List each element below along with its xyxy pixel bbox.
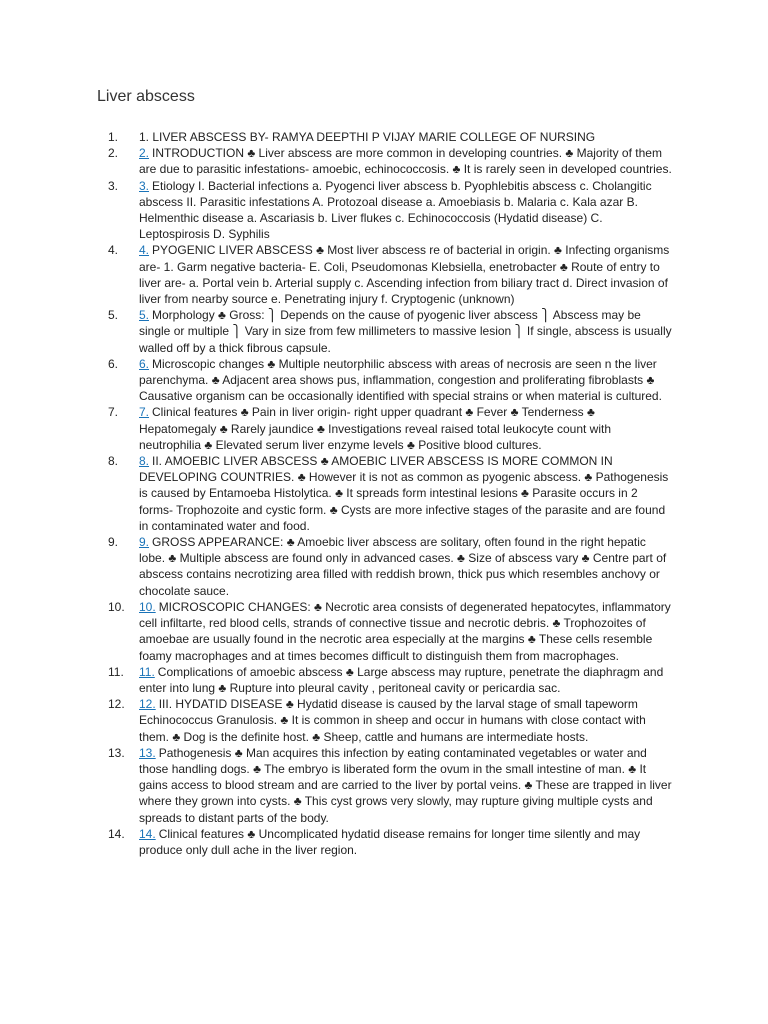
list-item-number	[97, 242, 139, 307]
list-item-content	[139, 145, 674, 177]
list-item-text: III. HYDATID DISEASE ♣ Hydatid disease is caused by the larval stage of small tapeworm Echinococcus Granulosis. ♣ It is common in sheep and occur in humans with close contact with them. ♣ Dog is the definite host. ♣ Sheep, cattle and humans are intermediate hosts.	[139, 697, 646, 744]
slide-link[interactable]: 8.	[139, 454, 150, 469]
list-item-text: II. AMOEBIC LIVER ABSCESS ♣ AMOEBIC LIVER ABSCESS IS MORE COMMON IN DEVELOPING COUNTRIES. ♣ However it is not as common as pyogenic abscess. ♣ Pathogenesis is caused by Entamoeba Histolytica. ♣ It spreads form intestinal lesions ♣ Parasite occurs in 2 forms- Trophozoite and cystic form. ♣ Cysts are more infective stages of the parasite and are found in contaminated water and food.	[139, 454, 669, 533]
slide-link[interactable]: 11.	[139, 664, 155, 679]
list-item	[97, 534, 674, 599]
list-item-content	[139, 178, 674, 243]
list-item-number-text: 4.	[108, 243, 119, 258]
list-item	[97, 178, 674, 243]
list-item-content	[139, 534, 674, 599]
list-item-text: INTRODUCTION ♣ Liver abscess are more common in developing countries. ♣ Majority of them are due to parasitic infestations- amoebic, echinococcosis. ♣ It is rarely seen in developed countries.	[139, 146, 672, 177]
list-item-number-text: 7.	[108, 405, 119, 420]
list-item-text: Clinical features ♣ Uncomplicated hydatid disease remains for longer time silently and may produce only dull ache in the liver region.	[139, 826, 641, 857]
list-item-content	[139, 404, 674, 453]
list-item-text: 1. LIVER ABSCESS BY- RAMYA DEEPTHI P VIJAY MARIE COLLEGE OF NURSING	[139, 130, 596, 144]
list-item	[97, 664, 674, 696]
list-item-number-text: 1.	[108, 130, 119, 144]
list-item-text: Complications of amoebic abscess ♣ Large abscess may rupture, penetrate the diaphragm and enter into lung ♣ Rupture into pleural cavity , peritoneal cavity or pericardia sac.	[139, 664, 664, 695]
list-item-number	[97, 453, 139, 534]
list-item-number	[97, 307, 139, 356]
list-item-number	[97, 745, 139, 826]
list-item-text: PYOGENIC LIVER ABSCESS ♣ Most liver abscess re of bacterial in origin. ♣ Infecting organisms are- 1. Garm negative bacteria- E. Coli, Pseudomonas Klebsiella, enetrobacter ♣ Route of entry to liver are- a. Portal vein b. Arterial supply c. Ascending infection from biliary tract d. Direct invasion of liver from nearby source e. Penetrating injury f. Cryptogenic (unknown)	[139, 243, 670, 307]
list-item-number-text: 13.	[108, 745, 125, 760]
list-item	[97, 826, 674, 858]
list-item-text: Pathogenesis ♣ Man acquires this infection by eating contaminated vegetables or water and those handling dogs. ♣ The embryo is liberated form the ovum in the small intestine of man. ♣ It gains access to blood stream and are carried to the liver by portal veins. ♣ These are trapped in liver where they grown into cysts. ♣ This cyst grows very slowly, may rupture giving multiple cysts and spreads to distant parts of the body.	[139, 745, 672, 825]
list-item-text: GROSS APPEARANCE: ♣ Amoebic liver abscess are solitary, often found in the right hepatic lobe. ♣ Multiple abscess are found only in advanced cases. ♣ Size of abscess vary ♣ Centre part of abscess contains necrotizing area filled with reddish brown, thick pus which resembles anchovy or chocolate sauce.	[139, 535, 667, 598]
list-item-number	[97, 145, 139, 177]
list-item-number	[97, 356, 139, 405]
slide-link[interactable]: 6.	[139, 356, 150, 371]
list-item-content	[139, 307, 674, 356]
list-item-content	[139, 356, 674, 405]
list-item	[97, 404, 674, 453]
list-item-content	[139, 696, 674, 745]
list-item-text: MICROSCOPIC CHANGES: ♣ Necrotic area consists of degenerated hepatocytes, inflammatory cell infiltarte, red blood cells, strands of connective tissue and necrotic debris. ♣ Trophozoites of amoebae are usually found in the necrotic area especially at the margins ♣ These cells resemble foamy macrophages and at times becomes difficult to distinguish them from macrophages.	[139, 599, 671, 663]
slide-link[interactable]: 14.	[139, 826, 156, 841]
list-item	[97, 356, 674, 405]
slide-list	[97, 129, 674, 858]
list-item	[97, 696, 674, 745]
list-item-number-text: 8.	[108, 454, 119, 469]
list-item-number	[97, 534, 139, 599]
list-item-content	[139, 453, 674, 534]
list-item-number-text: 6.	[108, 356, 119, 371]
list-item-number-text: 11.	[108, 664, 124, 679]
list-item	[97, 307, 674, 356]
list-item-number	[97, 178, 139, 243]
page-title: Liver abscess	[97, 88, 195, 105]
list-item-number	[97, 826, 139, 858]
list-item-number-text: 2.	[108, 146, 119, 161]
slide-link[interactable]: 10.	[139, 599, 156, 614]
list-item-text: Microscopic changes ♣ Multiple neutorphilic abscess with areas of necrosis are seen n the liver parenchyma. ♣ Adjacent area shows pus, inflammation, congestion and proliferating fibroblasts ♣ Causative organism can be occasionally identified with special strains or when material is cultured.	[139, 356, 662, 404]
list-item-content	[139, 745, 674, 826]
slide-link[interactable]: 2.	[139, 146, 150, 161]
list-item-number-text: 14.	[108, 826, 125, 841]
list-item-text: Etiology I. Bacterial infections a. Pyogenci liver abscess b. Pyophlebitis abscess c. Cholangitic abscess II. Parasitic infestations A. Protozoal disease a. Amoebiasis b. Malaria c. Kala azar B. Helmenthic disease a. Ascariasis b. Liver flukes c. Echinococcosis (Hydatid disease) C. Leptospirosis D. Syphilis	[139, 178, 652, 242]
list-item-number-text: 5.	[108, 308, 119, 323]
list-item-number	[97, 696, 139, 745]
list-item-content	[139, 664, 674, 696]
list-item-text: Clinical features ♣ Pain in liver origin- right upper quadrant ♣ Fever ♣ Tenderness ♣ Hepatomegaly ♣ Rarely jaundice ♣ Investigations reveal raised total leukocyte count with neutrophilia ♣ Elevated serum liver enzyme levels ♣ Positive blood cultures.	[139, 405, 611, 452]
list-item-number	[97, 404, 139, 453]
slide-link[interactable]: 5.	[139, 308, 150, 323]
list-item-text: Morphology ♣ Gross: ⎫ Depends on the cause of pyogenic liver abscess ⎫ Abscess may be single or multiple ⎫ Vary in size from few millimeters to massive lesion ⎫ If single, abscess is usually walled off by a thick fibrous capsule.	[139, 308, 672, 355]
slide-link[interactable]: 9.	[139, 535, 150, 550]
list-item	[97, 242, 674, 307]
list-item-number-text: 9.	[108, 535, 119, 550]
slide-link[interactable]: 7.	[139, 405, 150, 420]
list-item	[97, 599, 674, 664]
list-item-number-text: 3.	[108, 178, 119, 193]
list-item-number	[97, 664, 139, 696]
list-item-number	[97, 129, 139, 145]
list-item-number	[97, 599, 139, 664]
slide-link[interactable]: 12.	[139, 697, 156, 712]
list-item-content	[139, 826, 674, 858]
list-item-content	[139, 599, 674, 664]
list-item	[97, 129, 674, 145]
list-item	[97, 453, 674, 534]
list-item-number-text: 12.	[108, 697, 125, 712]
slide-link[interactable]: 4.	[139, 243, 150, 258]
list-item-content	[139, 129, 674, 145]
list-item-number-text: 10.	[108, 599, 125, 614]
list-item	[97, 745, 674, 826]
slide-link[interactable]: 3.	[139, 178, 150, 193]
list-item-content	[139, 242, 674, 307]
list-item	[97, 145, 674, 177]
slide-link[interactable]: 13.	[139, 745, 156, 760]
